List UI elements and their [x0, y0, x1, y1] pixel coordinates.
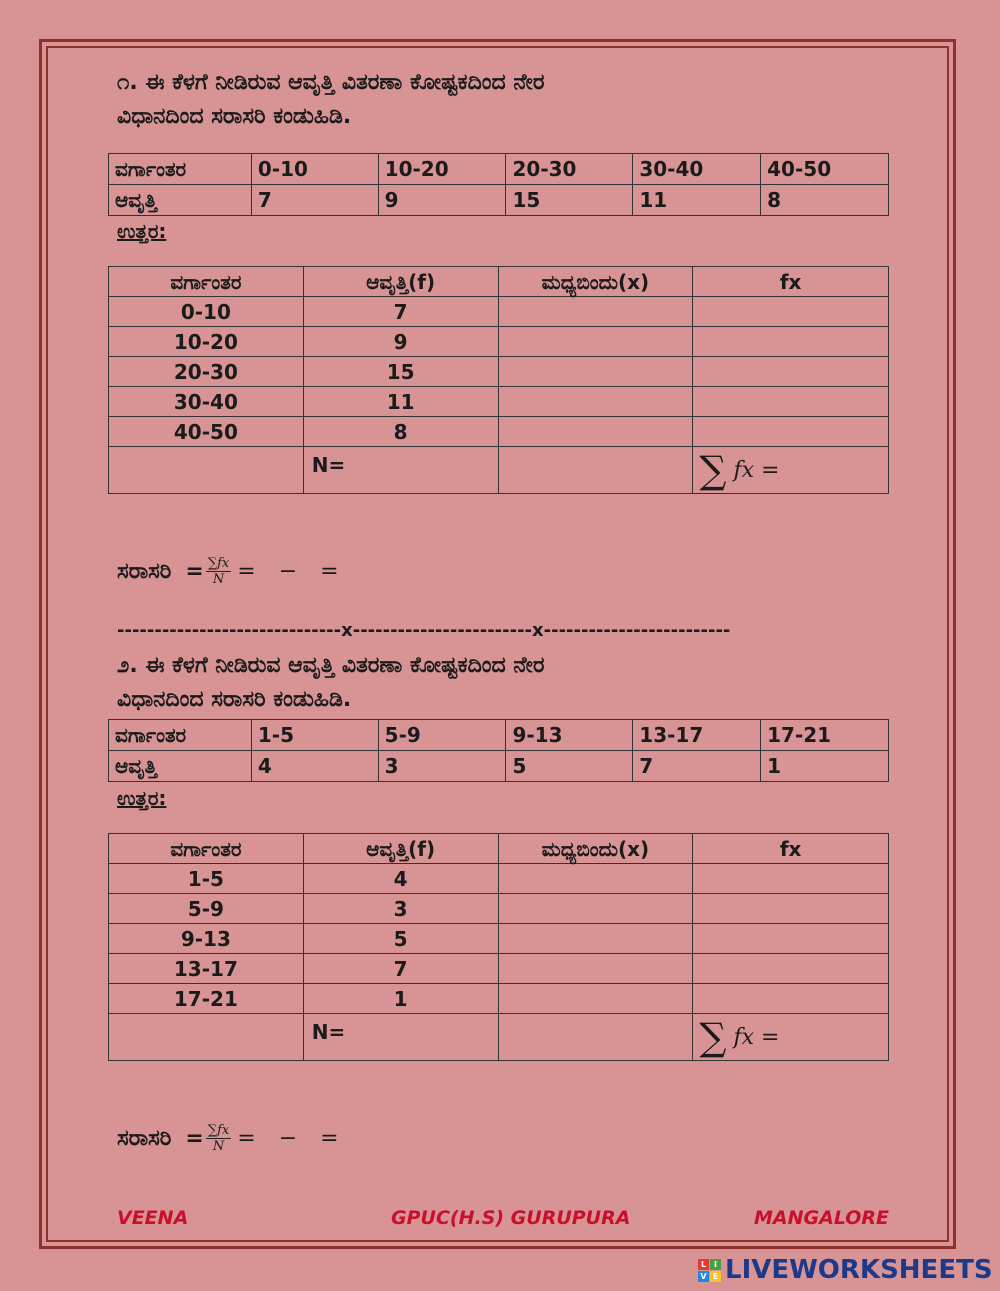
midpoint-input[interactable] — [498, 984, 693, 1014]
freq-cell: 7 — [303, 954, 498, 984]
fx-input[interactable] — [693, 387, 889, 417]
q2-class-cell: 1-5 — [251, 720, 378, 751]
table-row — [109, 387, 889, 417]
freq-cell: 11 — [303, 387, 498, 417]
sigma-symbol: ∑ — [699, 1015, 727, 1059]
fx-input[interactable] — [693, 417, 889, 447]
sum-fx-label: fx = — [733, 1025, 780, 1050]
table-row-total — [109, 1014, 889, 1061]
fraction-numerator: ∑fx — [207, 1123, 230, 1138]
freq-cell: 8 — [303, 417, 498, 447]
q2-question — [117, 649, 544, 717]
midpoint-input[interactable] — [498, 894, 693, 924]
liveworksheets-brand[interactable] — [698, 1255, 993, 1285]
freq-cell: 1 — [303, 984, 498, 1014]
q2-class-cell: 5-9 — [378, 720, 506, 751]
table-row — [109, 297, 889, 327]
q2-line2: ವಿಧಾನದಿಂದ ಸರಾಸರಿ ಕಂಡುಹಿಡಿ. — [117, 687, 352, 712]
mean-equals: = — [185, 559, 204, 584]
table-row — [109, 154, 889, 185]
q1-mean-formula — [117, 556, 347, 587]
freq-cell: 4 — [303, 864, 498, 894]
class-cell: 30-40 — [109, 387, 304, 417]
midpoint-input[interactable] — [498, 924, 693, 954]
logo-tile: E — [710, 1271, 721, 1282]
freq-cell: 9 — [303, 327, 498, 357]
ans-header: ವರ್ಗಾಂತರ — [109, 267, 304, 297]
logo-tile: I — [710, 1259, 721, 1270]
freq-cell: 7 — [303, 297, 498, 327]
q1-freq-cell: 7 — [251, 185, 378, 216]
section-divider: ------------------------------x------------------------x------------------------- — [117, 620, 731, 641]
class-cell: 13-17 — [109, 954, 304, 984]
footer-city: MANGALORE — [754, 1207, 890, 1229]
q1-freq-cell: 8 — [761, 185, 889, 216]
q2-answer-label: ಉತ್ತರ: — [117, 786, 167, 810]
q2-freq-cell: 7 — [633, 751, 761, 782]
fx-input[interactable] — [693, 297, 889, 327]
fraction-numerator: ∑fx — [207, 556, 230, 571]
table-row — [109, 954, 889, 984]
midpoint-input[interactable] — [498, 327, 693, 357]
ans-header: ಆವೃತ್ತಿ(f) — [303, 834, 498, 864]
mean-equals: = — [185, 1126, 204, 1151]
ans-header: fx — [693, 834, 889, 864]
table-row — [109, 984, 889, 1014]
ans-header: ಮಧ್ಯಬಿಂದು(x) — [498, 834, 693, 864]
fx-input[interactable] — [693, 924, 889, 954]
mean-label: ಸರಾಸರಿ — [117, 1126, 172, 1151]
fraction-denominator: N — [212, 1139, 225, 1154]
q1-line1: ೧. ಈ ಕೆಳಗೆ ನೀಡಿರುವ ಆವೃತ್ತಿ ವಿತರಣಾ ಕೋಷ್ಟಕದಿಂದ ನೇರ — [117, 70, 545, 95]
footer-author: VEENA — [117, 1207, 189, 1229]
class-cell: 10-20 — [109, 327, 304, 357]
table-row — [109, 185, 889, 216]
class-cell: 17-21 — [109, 984, 304, 1014]
mean-answer-blanks[interactable]: = − = — [237, 1126, 347, 1151]
total-empty-cell — [109, 1014, 304, 1061]
logo-tile: L — [698, 1259, 709, 1270]
n-label: N= — [311, 1020, 346, 1044]
q2-line1: ೨. ಈ ಕೆಳಗೆ ನೀಡಿರುವ ಆವೃತ್ತಿ ವಿತರಣಾ ಕೋಷ್ಟಕದಿಂದ ನೇರ — [117, 653, 545, 678]
class-cell: 9-13 — [109, 924, 304, 954]
mean-label: ಸರಾಸರಿ — [117, 559, 172, 584]
sum-fx-label: fx = — [733, 458, 780, 483]
q1-freq-cell: 15 — [506, 185, 633, 216]
q2-header-freq: ಆವೃತ್ತಿ — [109, 751, 252, 782]
midpoint-input[interactable] — [498, 297, 693, 327]
ans-header: ಮಧ್ಯಬಿಂದು(x) — [498, 267, 693, 297]
logo-tile: V — [698, 1271, 709, 1282]
n-label: N= — [311, 453, 346, 477]
q2-freq-cell: 1 — [761, 751, 889, 782]
fx-input[interactable] — [693, 894, 889, 924]
table-row — [109, 357, 889, 387]
fraction-denominator: N — [212, 572, 225, 587]
q1-class-cell: 20-30 — [506, 154, 633, 185]
q2-mean-formula — [117, 1123, 347, 1154]
total-empty-cell — [109, 447, 304, 494]
q2-data-table — [108, 719, 889, 782]
sum-fx-cell[interactable] — [693, 1014, 889, 1061]
sum-fx-cell[interactable] — [693, 447, 889, 494]
q1-data-table — [108, 153, 889, 216]
q1-line2: ವಿಧಾನದಿಂದ ಸರಾಸರಿ ಕಂಡುಹಿಡಿ. — [117, 104, 352, 129]
q1-answer-label: ಉತ್ತರ: — [117, 219, 167, 243]
fx-input[interactable] — [693, 954, 889, 984]
sigma-symbol: ∑ — [699, 448, 727, 492]
midpoint-input[interactable] — [498, 954, 693, 984]
q2-freq-cell: 3 — [378, 751, 506, 782]
q1-class-cell: 30-40 — [633, 154, 761, 185]
mean-answer-blanks[interactable]: = − = — [237, 559, 347, 584]
ans-header: ಆವೃತ್ತಿ(f) — [303, 267, 498, 297]
midpoint-input[interactable] — [498, 864, 693, 894]
q2-freq-cell: 4 — [251, 751, 378, 782]
brand-text: LIVEWORKSHEETS — [725, 1255, 993, 1285]
total-empty-cell — [498, 447, 693, 494]
q2-answer-table — [108, 833, 889, 1061]
class-cell: 20-30 — [109, 357, 304, 387]
q1-answer-table — [108, 266, 889, 494]
ans-header: ವರ್ಗಾಂತರ — [109, 834, 304, 864]
freq-cell: 5 — [303, 924, 498, 954]
table-row — [109, 417, 889, 447]
mean-fraction — [206, 556, 231, 587]
q1-class-cell: 0-10 — [251, 154, 378, 185]
fx-input[interactable] — [693, 327, 889, 357]
n-total-cell[interactable] — [303, 1014, 498, 1061]
midpoint-input[interactable] — [498, 357, 693, 387]
table-row — [109, 267, 889, 297]
class-cell: 40-50 — [109, 417, 304, 447]
class-cell: 5-9 — [109, 894, 304, 924]
q1-freq-cell: 11 — [633, 185, 761, 216]
table-row — [109, 924, 889, 954]
footer-college: GPUC(H.S) GURUPURA — [391, 1207, 631, 1229]
midpoint-input[interactable] — [498, 387, 693, 417]
n-total-cell[interactable] — [303, 447, 498, 494]
table-row — [109, 327, 889, 357]
q1-header-freq: ಆವೃತ್ತಿ — [109, 185, 252, 216]
fx-input[interactable] — [693, 984, 889, 1014]
mean-fraction — [206, 1123, 231, 1154]
table-row — [109, 894, 889, 924]
q2-header-class: ವರ್ಗಾಂತರ — [109, 720, 252, 751]
class-cell: 0-10 — [109, 297, 304, 327]
fx-input[interactable] — [693, 864, 889, 894]
page-border-inner — [46, 46, 949, 1242]
freq-cell: 15 — [303, 357, 498, 387]
class-cell: 1-5 — [109, 864, 304, 894]
table-row — [109, 864, 889, 894]
q2-class-cell: 13-17 — [633, 720, 761, 751]
q1-question — [117, 66, 544, 134]
table-row — [109, 751, 889, 782]
q1-class-cell: 40-50 — [761, 154, 889, 185]
table-row — [109, 834, 889, 864]
fx-input[interactable] — [693, 357, 889, 387]
q2-class-cell: 17-21 — [761, 720, 889, 751]
total-empty-cell — [498, 1014, 693, 1061]
table-row-total — [109, 447, 889, 494]
q2-freq-cell: 5 — [506, 751, 633, 782]
ans-header: fx — [693, 267, 889, 297]
midpoint-input[interactable] — [498, 417, 693, 447]
q1-class-cell: 10-20 — [378, 154, 506, 185]
q1-freq-cell: 9 — [378, 185, 506, 216]
q1-header-class: ವರ್ಗಾಂತರ — [109, 154, 252, 185]
table-row — [109, 720, 889, 751]
q2-class-cell: 9-13 — [506, 720, 633, 751]
freq-cell: 3 — [303, 894, 498, 924]
liveworksheets-logo-icon — [698, 1259, 721, 1282]
